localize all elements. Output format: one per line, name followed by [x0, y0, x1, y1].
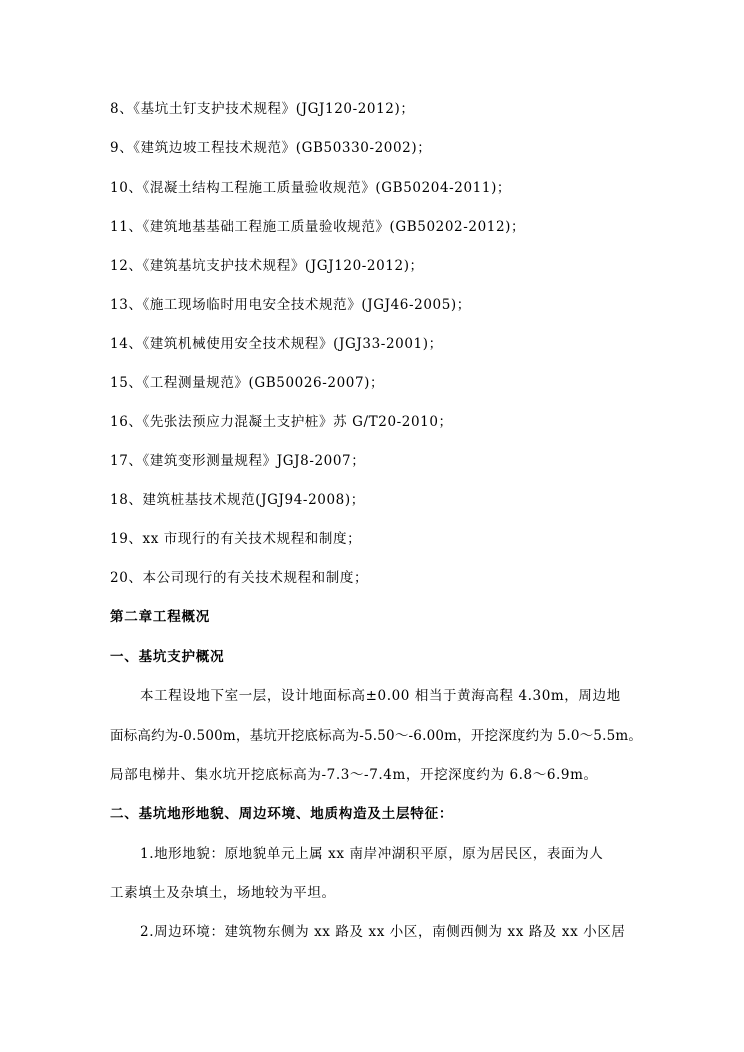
section-title: 二、基坑地形地貌、周边环境、地质构造及土层特征：	[110, 806, 454, 822]
reference-item: 10、《混凝土结构工程施工质量验收规范》(GB50204-2011)；	[110, 180, 512, 196]
reference-item: 9、《建筑边坡工程技术规范》(GB50330-2002)；	[110, 140, 432, 156]
paragraph-line: 面标高约为-0.500m，基坑开挖底标高为-5.50～-6.00m，开挖深度约为 5.0～5.5m。	[110, 728, 643, 744]
section-title: 一、基坑支护概况	[110, 649, 225, 665]
reference-item: 12、《建筑基坑支护技术规程》(JGJ120-2012)；	[110, 258, 424, 274]
paragraph-line: 2.周边环境：建筑物东侧为 xx 路及 xx 小区，南侧西侧为 xx 路及 xx 小区居	[140, 924, 626, 940]
reference-item: 18、建筑桩基技术规范(JGJ94-2008)；	[110, 492, 365, 508]
reference-item: 19、xx 市现行的有关技术规程和制度；	[110, 531, 362, 547]
reference-item: 14、《建筑机械使用安全技术规程》(JGJ33-2001)；	[110, 336, 443, 352]
reference-item: 11、《建筑地基基础工程施工质量验收规范》(GB50202-2012)；	[110, 219, 526, 235]
paragraph-line: 1.地形地貌：原地貌单元上属 xx 南岸冲湖积平原，原为居民区，表面为人	[140, 846, 604, 862]
chapter-title: 第二章工程概况	[110, 609, 211, 625]
paragraph-line: 局部电梯井、集水坑开挖底标高为-7.3～-7.4m，开挖深度约为 6.8～6.9m。	[110, 767, 598, 783]
reference-item: 20、本公司现行的有关技术规程和制度；	[110, 570, 369, 586]
reference-item: 8、《基坑土钉支护技术规程》(JGJ120-2012)；	[110, 101, 415, 117]
paragraph-line: 工素填土及杂填土，场地较为平坦。	[110, 885, 336, 901]
reference-item: 15、《工程测量规范》(GB50026-2007)；	[110, 375, 385, 391]
reference-item: 16、《先张法预应力混凝土支护桩》苏 G/T20-2010；	[110, 414, 453, 430]
reference-item: 13、《施工现场临时用电安全技术规范》(JGJ46-2005)；	[110, 297, 471, 313]
reference-item: 17、《建筑变形测量规程》JGJ8-2007；	[110, 453, 366, 469]
paragraph-line: 本工程设地下室一层，设计地面标高±0.00 相当于黄海高程 4.30m，周边地	[140, 688, 621, 704]
